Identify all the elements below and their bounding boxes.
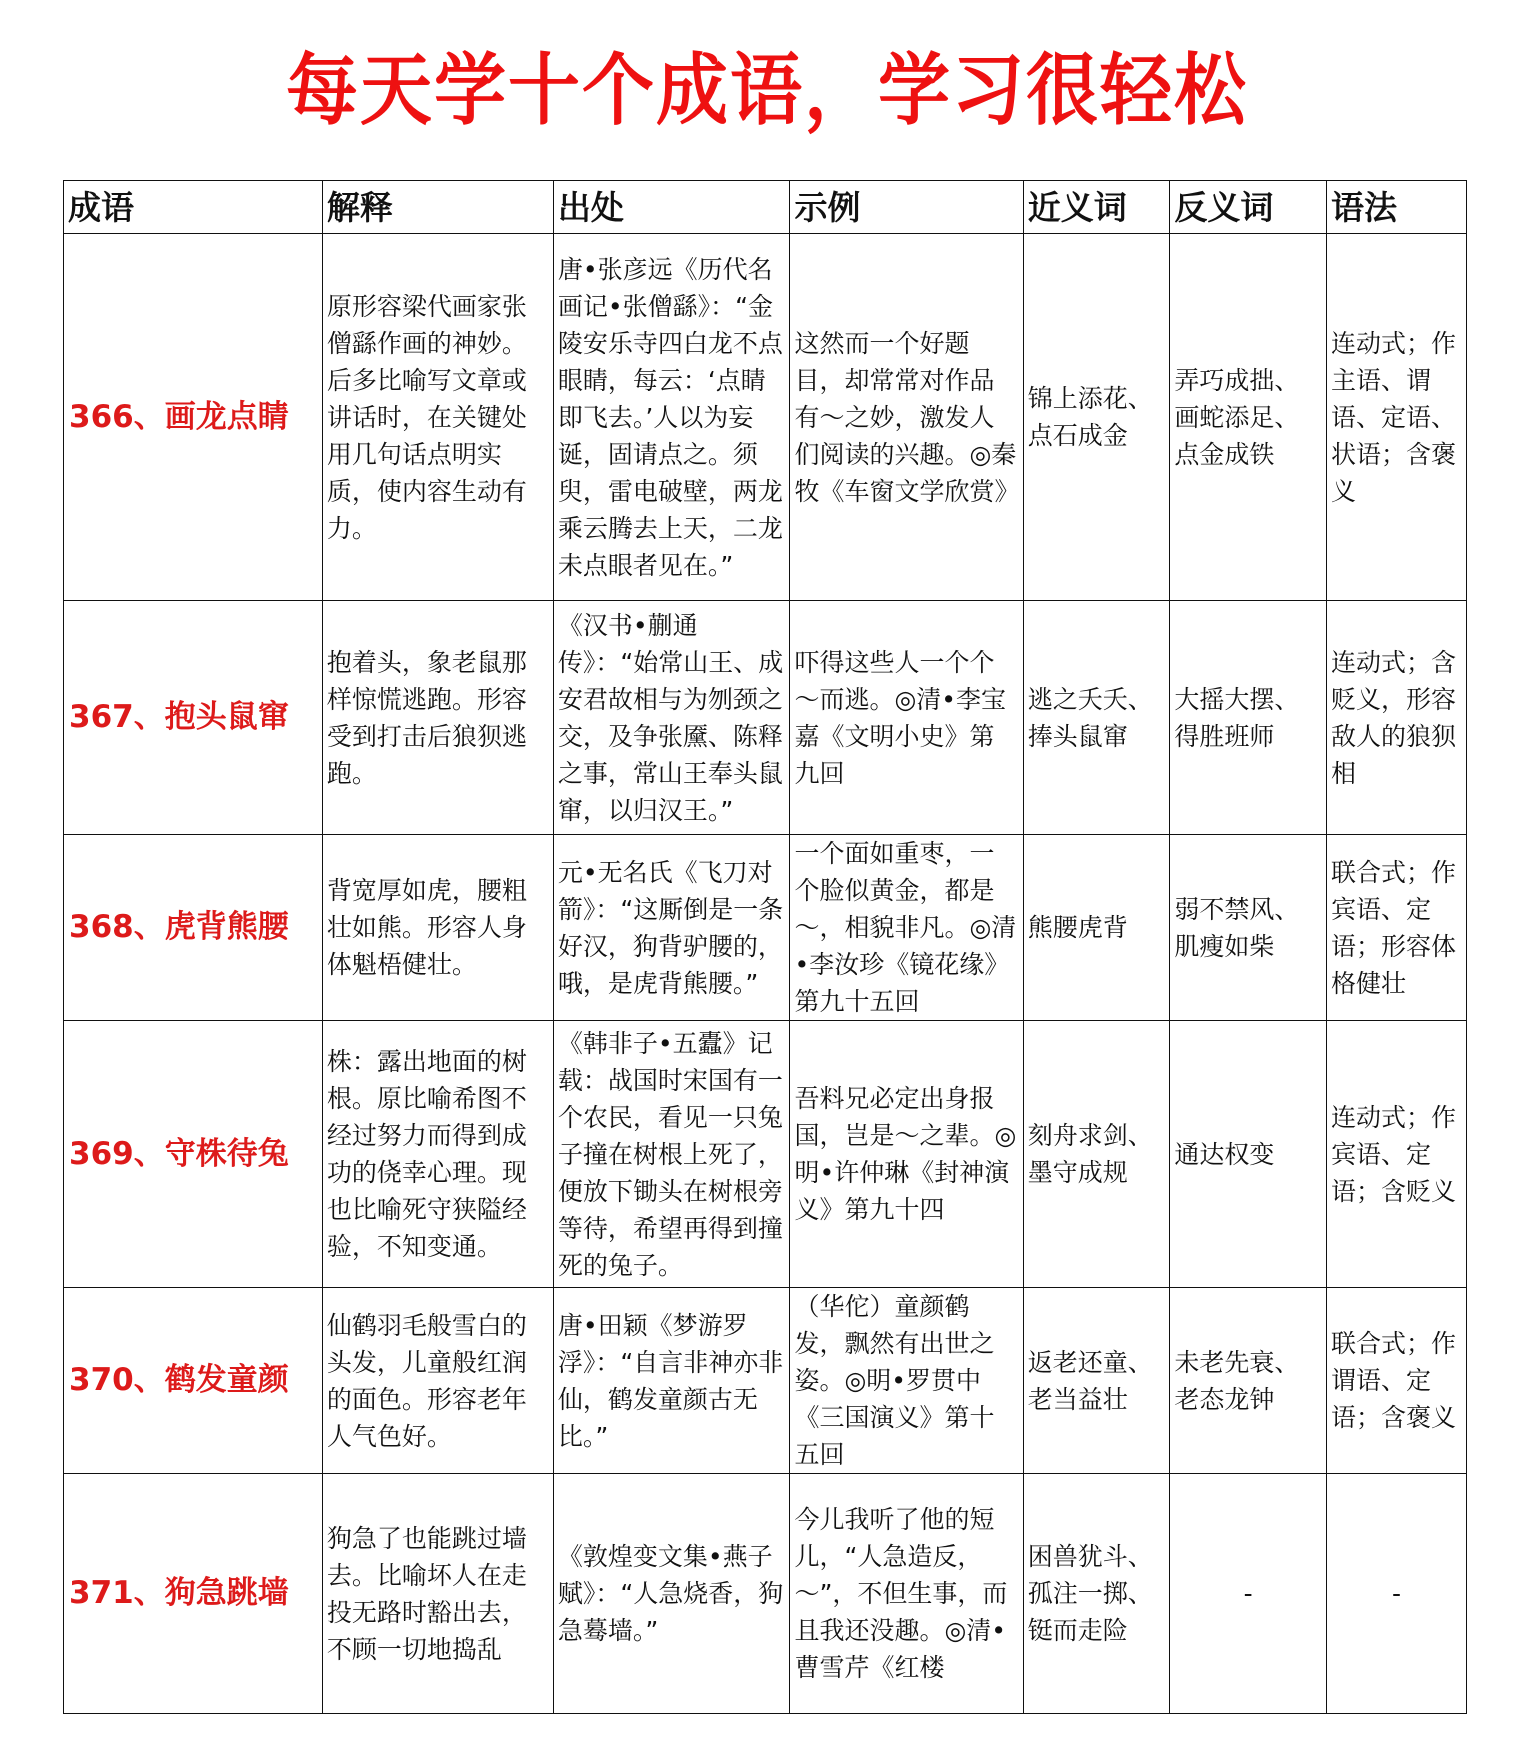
table-row xyxy=(64,1288,1467,1474)
header-synonyms: 近义词 xyxy=(1023,181,1170,234)
table-row xyxy=(64,1021,1467,1288)
idiom-antonyms: 大摇大摆、得胜班师 xyxy=(1170,601,1327,835)
idiom-explanation: 狗急了也能跳过墙去。比喻坏人在走投无路时豁出去，不顾一切地捣乱 xyxy=(322,1474,553,1714)
idiom-example: （华佗）童颜鹤发，飘然有出世之姿。◎明•罗贯中《三国演义》第十五回 xyxy=(790,1288,1023,1474)
idiom-example: 吓得这些人一个个～而逃。◎清•李宝嘉《文明小史》第九回 xyxy=(790,601,1023,835)
idiom-grammar: 连动式；作主语、谓语、定语、状语；含褒义 xyxy=(1326,234,1466,601)
idiom-explanation: 背宽厚如虎，腰粗壮如熊。形容人身体魁梧健壮。 xyxy=(322,835,553,1021)
idiom-grammar: 联合式；作谓语、定语；含褒义 xyxy=(1326,1288,1466,1474)
idiom-source: 元•无名氏《飞刀对箭》：“这厮倒是一条好汉，狗背驴腰的，哦，是虎背熊腰。” xyxy=(553,835,790,1021)
header-example: 示例 xyxy=(790,181,1023,234)
idiom-antonyms: 弱不禁风、肌瘦如柴 xyxy=(1170,835,1327,1021)
idiom-source: 《韩非子•五蠹》记载：战国时宋国有一个农民，看见一只兔子撞在树根上死了，便放下锄头在树根旁等待，希望再得到撞死的兔子。 xyxy=(553,1021,790,1288)
idiom-table xyxy=(63,180,1467,1714)
idiom-source: 《汉书•蒯通传》：“始常山王、成安君故相与为刎颈之交，及争张黡、陈释之事，常山王奉头鼠窜，以归汉王。” xyxy=(553,601,790,835)
idiom-grammar: 连动式；含贬义，形容敌人的狼狈相 xyxy=(1326,601,1466,835)
idiom-name: 371、狗急跳墙 xyxy=(64,1474,323,1714)
idiom-explanation: 仙鹤羽毛般雪白的头发，儿童般红润的面色。形容老年人气色好。 xyxy=(322,1288,553,1474)
idiom-name: 370、鹤发童颜 xyxy=(64,1288,323,1474)
idiom-grammar: 连动式；作宾语、定语；含贬义 xyxy=(1326,1021,1466,1288)
header-idiom: 成语 xyxy=(64,181,323,234)
idiom-explanation: 原形容梁代画家张僧繇作画的神妙。后多比喻写文章或讲话时，在关键处用几句话点明实质，使内容生动有力。 xyxy=(322,234,553,601)
idiom-name: 366、画龙点睛 xyxy=(64,234,323,601)
idiom-source: 唐•张彦远《历代名画记•张僧繇》：“金陵安乐寺四白龙不点眼睛，每云：‘点睛即飞去。’人以为妄诞，固请点之。须臾，雷电破壁，两龙乘云腾去上天，二龙未点眼者见在。” xyxy=(553,234,790,601)
idiom-antonyms: - xyxy=(1170,1474,1327,1714)
idiom-synonyms: 锦上添花、点石成金 xyxy=(1023,234,1170,601)
idiom-grammar: 联合式；作宾语、定语；形容体格健壮 xyxy=(1326,835,1466,1021)
idiom-example: 今儿我听了他的短儿，“人急造反，～”，不但生事，而且我还没趣。◎清•曹雪芹《红楼 xyxy=(790,1474,1023,1714)
idiom-example: 吾料兄必定出身报国，岂是～之辈。◎明•许仲琳《封神演义》第九十四 xyxy=(790,1021,1023,1288)
page-title: 每天学十个成语，学习很轻松 xyxy=(285,44,1248,136)
table-row xyxy=(64,835,1467,1021)
idiom-example: 一个面如重枣，一个脸似黄金，都是～，相貌非凡。◎清•李汝珍《镜花缘》第九十五回 xyxy=(790,835,1023,1021)
idiom-source: 《敦煌变文集•燕子赋》：“人急烧香，狗急蓦墙。” xyxy=(553,1474,790,1714)
table-row xyxy=(64,601,1467,835)
idiom-synonyms: 返老还童、老当益壮 xyxy=(1023,1288,1170,1474)
idiom-name: 368、虎背熊腰 xyxy=(64,835,323,1021)
idiom-synonyms: 熊腰虎背 xyxy=(1023,835,1170,1021)
idiom-explanation: 株：露出地面的树根。原比喻希图不经过努力而得到成功的侥幸心理。现也比喻死守狭隘经验，不知变通。 xyxy=(322,1021,553,1288)
idiom-synonyms: 逃之夭夭、捧头鼠窜 xyxy=(1023,601,1170,835)
idiom-name: 369、守株待兔 xyxy=(64,1021,323,1288)
idiom-synonyms: 刻舟求剑、墨守成规 xyxy=(1023,1021,1170,1288)
idiom-example: 这然而一个好题目，却常常对作品有～之妙，激发人们阅读的兴趣。◎秦牧《车窗文学欣赏》 xyxy=(790,234,1023,601)
table-row xyxy=(64,234,1467,601)
idiom-antonyms: 弄巧成拙、画蛇添足、点金成铁 xyxy=(1170,234,1327,601)
idiom-antonyms: 通达权变 xyxy=(1170,1021,1327,1288)
table-row xyxy=(64,1474,1467,1714)
header-antonyms: 反义词 xyxy=(1170,181,1327,234)
idiom-explanation: 抱着头，象老鼠那样惊慌逃跑。形容受到打击后狼狈逃跑。 xyxy=(322,601,553,835)
idiom-synonyms: 困兽犹斗、孤注一掷、铤而走险 xyxy=(1023,1474,1170,1714)
idiom-grammar: - xyxy=(1326,1474,1466,1714)
header-explanation: 解释 xyxy=(322,181,553,234)
header-grammar: 语法 xyxy=(1326,181,1466,234)
idiom-antonyms: 未老先衰、老态龙钟 xyxy=(1170,1288,1327,1474)
header-source: 出处 xyxy=(553,181,790,234)
idiom-name: 367、抱头鼠窜 xyxy=(64,601,323,835)
table-header-row xyxy=(64,181,1467,234)
idiom-source: 唐•田颖《梦游罗浮》：“自言非神亦非仙，鹤发童颜古无比。” xyxy=(553,1288,790,1474)
